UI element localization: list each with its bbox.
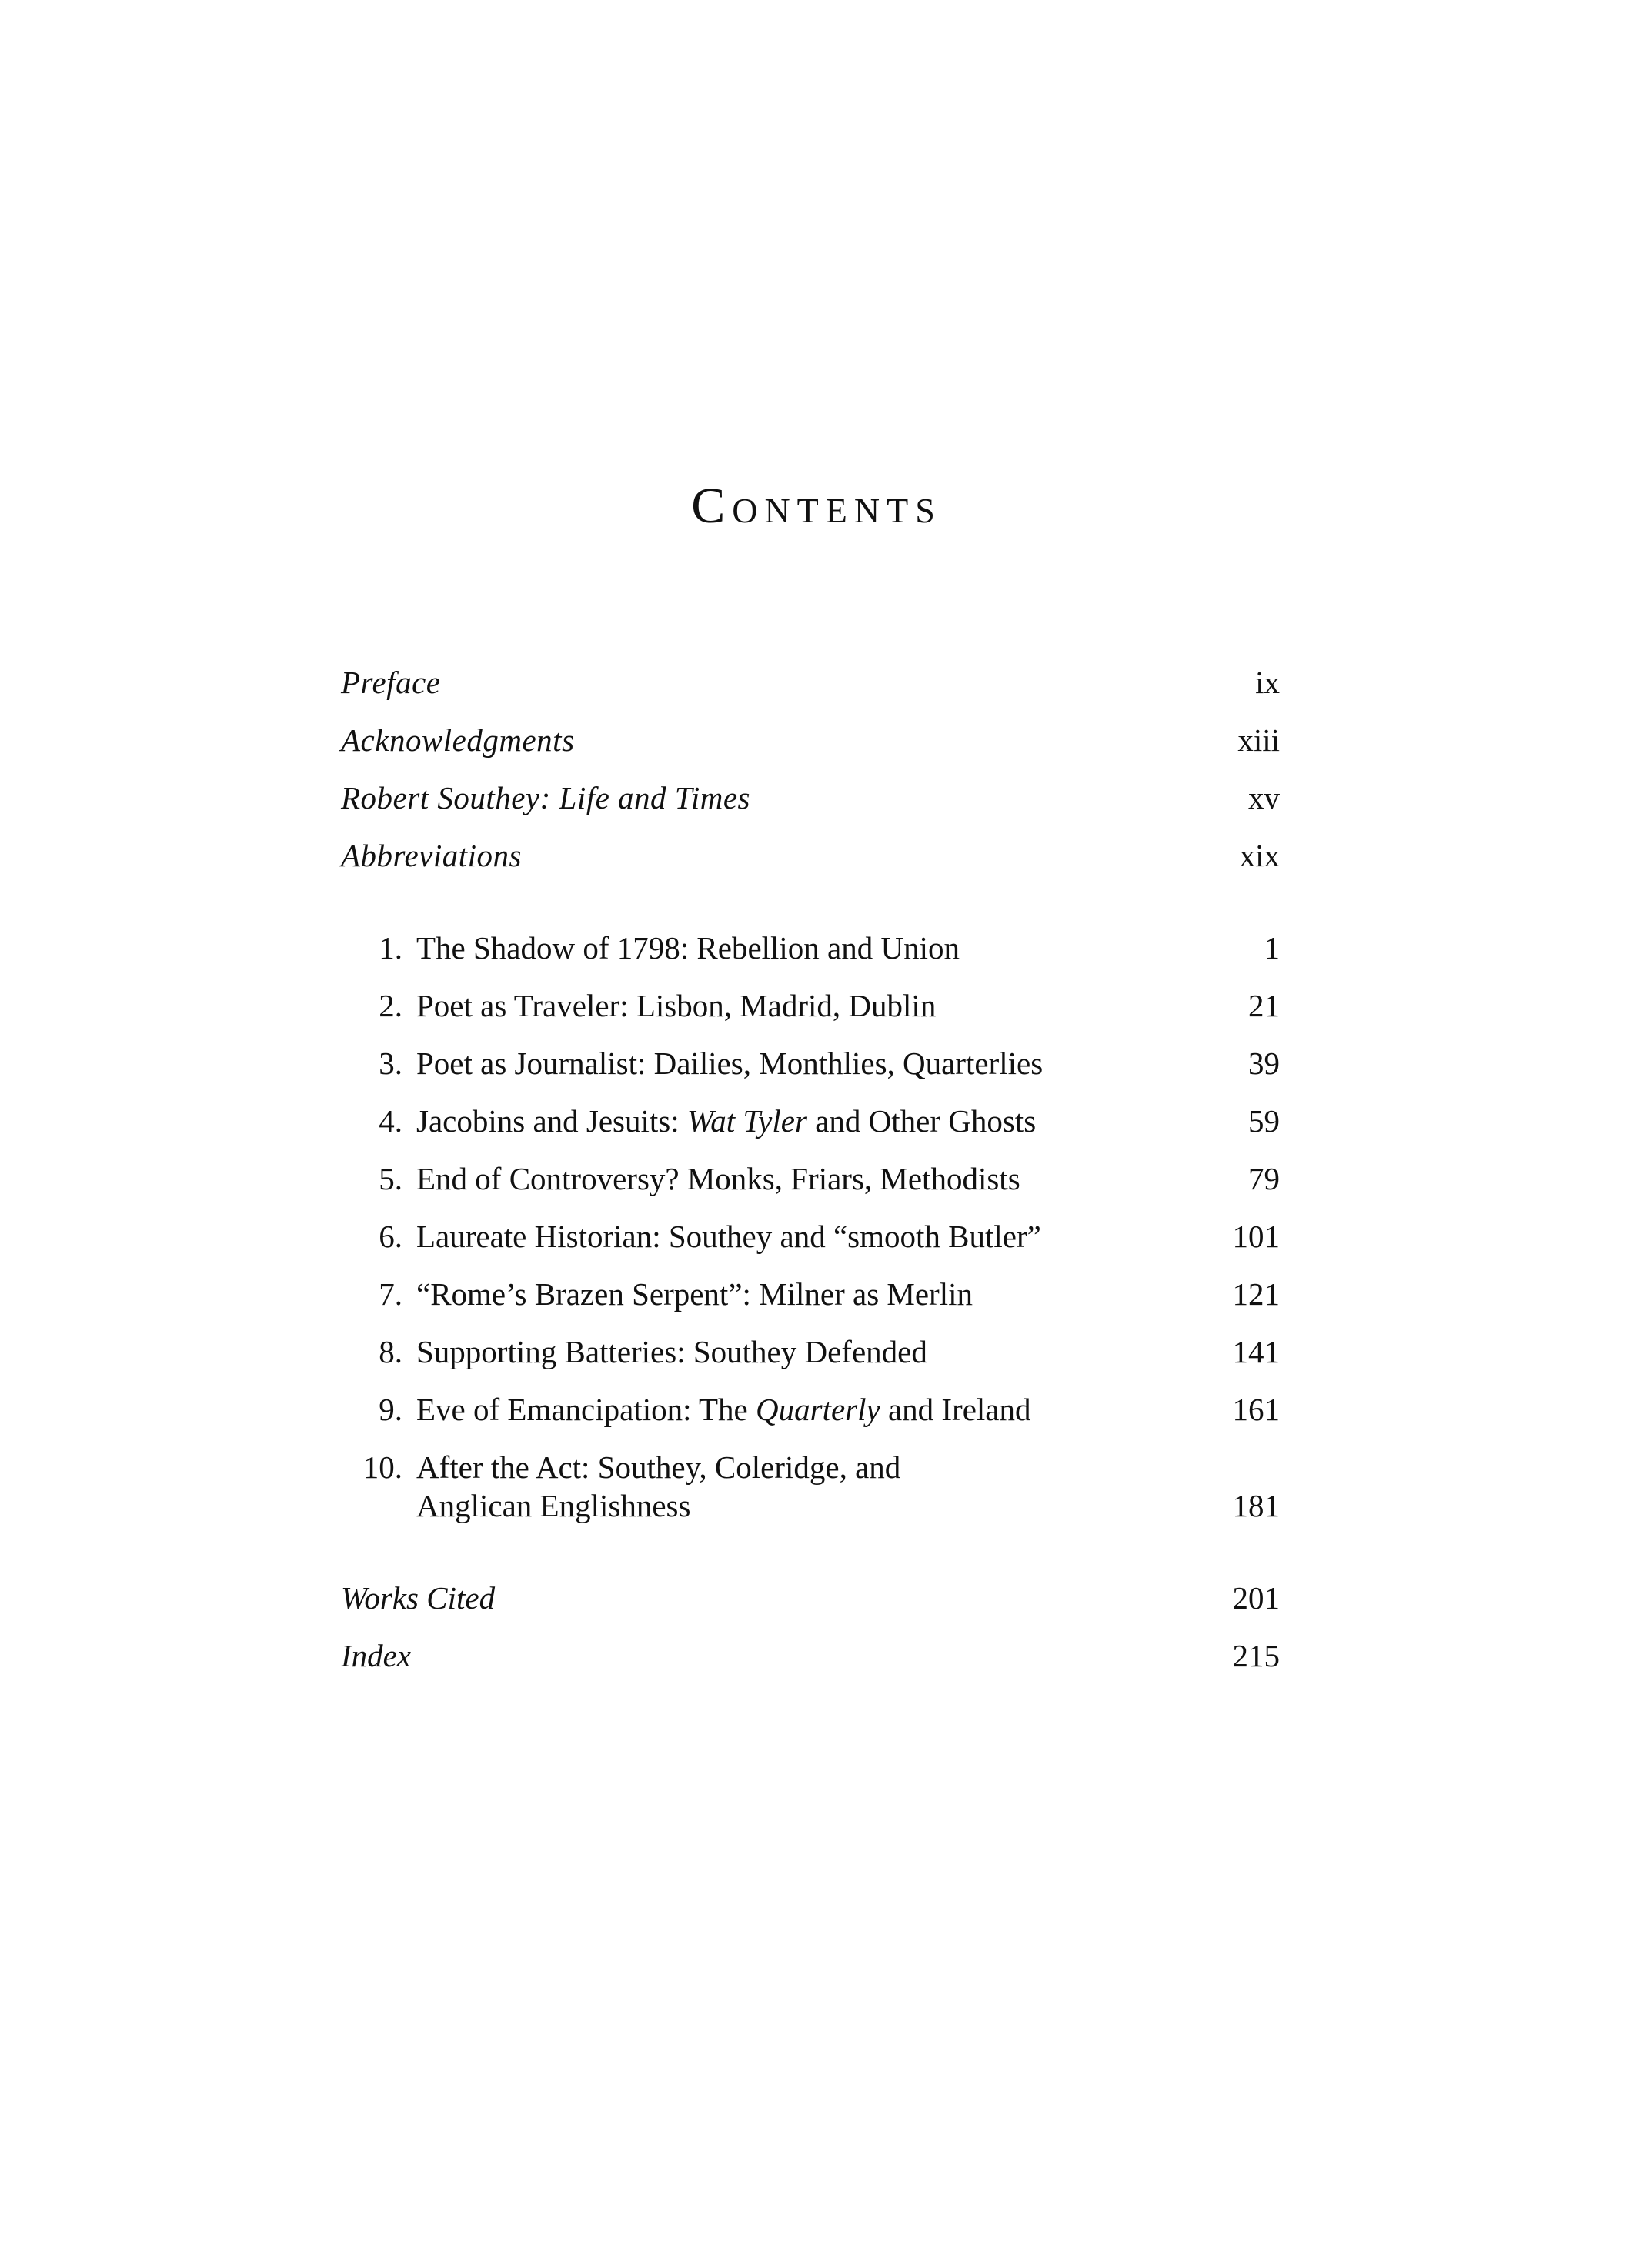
- toc-entry-index: [341, 1627, 1280, 1685]
- chapter-entry: [341, 1266, 1280, 1323]
- chapter-title: End of Controversy? Monks, Friars, Methodists: [416, 1161, 1020, 1196]
- toc-entry-label: Abbreviations: [341, 838, 523, 873]
- chapter-entry: [341, 1208, 1280, 1266]
- toc-page-number: 161: [1232, 1392, 1280, 1427]
- chapter-title: [416, 1448, 1218, 1525]
- chapter-entry: [341, 1381, 1280, 1439]
- toc-page-number: 1: [1264, 930, 1280, 966]
- page-title: Contents: [691, 478, 942, 534]
- toc-entry-label: Works Cited: [341, 1580, 496, 1616]
- toc-entry-works-cited: [341, 1569, 1280, 1627]
- chapter-entry: [341, 977, 1280, 1035]
- toc-entry-label: Acknowledgments: [341, 722, 575, 758]
- chapter-title: Laureate Historian: Southey and “smooth Butler”: [416, 1219, 1041, 1254]
- chapter-title: Poet as Traveler: Lisbon, Madrid, Dublin: [416, 988, 937, 1023]
- chapter-title: Poet as Journalist: Dailies, Monthlies, Quarterlies: [416, 1046, 1044, 1081]
- chapter-title: The Shadow of 1798: Rebellion and Union: [416, 930, 960, 966]
- chapter-number: 3.: [379, 1046, 402, 1081]
- front-matter-list: [341, 654, 1280, 885]
- toc-page-number: 59: [1248, 1103, 1280, 1139]
- toc-entry-label: Preface: [341, 665, 441, 700]
- chapter-entry: [341, 1439, 1280, 1525]
- chapter-number: 7.: [379, 1276, 402, 1312]
- chapter-entry: [341, 1035, 1280, 1092]
- toc-page-number: 181: [1232, 1488, 1280, 1523]
- toc-entry-preface: [341, 654, 1280, 712]
- toc-page-number: 21: [1248, 988, 1280, 1023]
- toc-page-number: 141: [1232, 1334, 1280, 1369]
- chapter-title: Eve of Emancipation: The Quarterly and Ireland: [416, 1392, 1031, 1427]
- chapter-entry: [341, 1150, 1280, 1208]
- toc-page-number: 215: [1232, 1638, 1280, 1673]
- chapter-entry: [341, 1323, 1280, 1381]
- chapter-number: 2.: [379, 988, 402, 1023]
- chapter-list: [341, 919, 1280, 1525]
- toc-page-number: xiii: [1237, 722, 1280, 758]
- chapter-number: 8.: [379, 1334, 402, 1369]
- toc-page-number: 79: [1248, 1161, 1280, 1196]
- chapter-title: Jacobins and Jesuits: Wat Tyler and Other Ghosts: [416, 1103, 1037, 1139]
- toc-entry-abbreviations: [341, 827, 1280, 885]
- toc-entry-label: Index: [341, 1638, 412, 1673]
- toc-page-number: 39: [1248, 1046, 1280, 1081]
- back-matter-list: [341, 1569, 1280, 1685]
- toc-entry-label: Robert Southey: Life and Times: [341, 780, 751, 815]
- toc-page-number: ix: [1255, 665, 1280, 700]
- toc-page-number: 101: [1232, 1219, 1280, 1254]
- toc-page-number: xv: [1248, 780, 1280, 815]
- toc-entry-life-and-times: [341, 769, 1280, 827]
- toc-page-number: 121: [1232, 1276, 1280, 1312]
- chapter-title-line-1: After the Act: Southey, Coleridge, and: [416, 1449, 901, 1485]
- toc-page-number: xix: [1239, 838, 1280, 873]
- chapter-entry: [341, 919, 1280, 977]
- chapter-entry: [341, 1092, 1280, 1150]
- chapter-title: “Rome’s Brazen Serpent”: Milner as Merlin: [416, 1276, 973, 1312]
- chapter-title: Supporting Batteries: Southey Defended: [416, 1334, 927, 1369]
- chapter-title-line-2: Anglican Englishness: [416, 1488, 691, 1523]
- chapter-number: 6.: [379, 1219, 402, 1254]
- chapter-number: 10.: [362, 1449, 402, 1485]
- toc-entry-acknowledgments: [341, 712, 1280, 769]
- chapter-number: 5.: [379, 1161, 402, 1196]
- chapter-number: 9.: [379, 1392, 402, 1427]
- toc-page-number: 201: [1232, 1580, 1280, 1616]
- chapter-number: 4.: [379, 1103, 402, 1139]
- chapter-number: 1.: [379, 930, 402, 966]
